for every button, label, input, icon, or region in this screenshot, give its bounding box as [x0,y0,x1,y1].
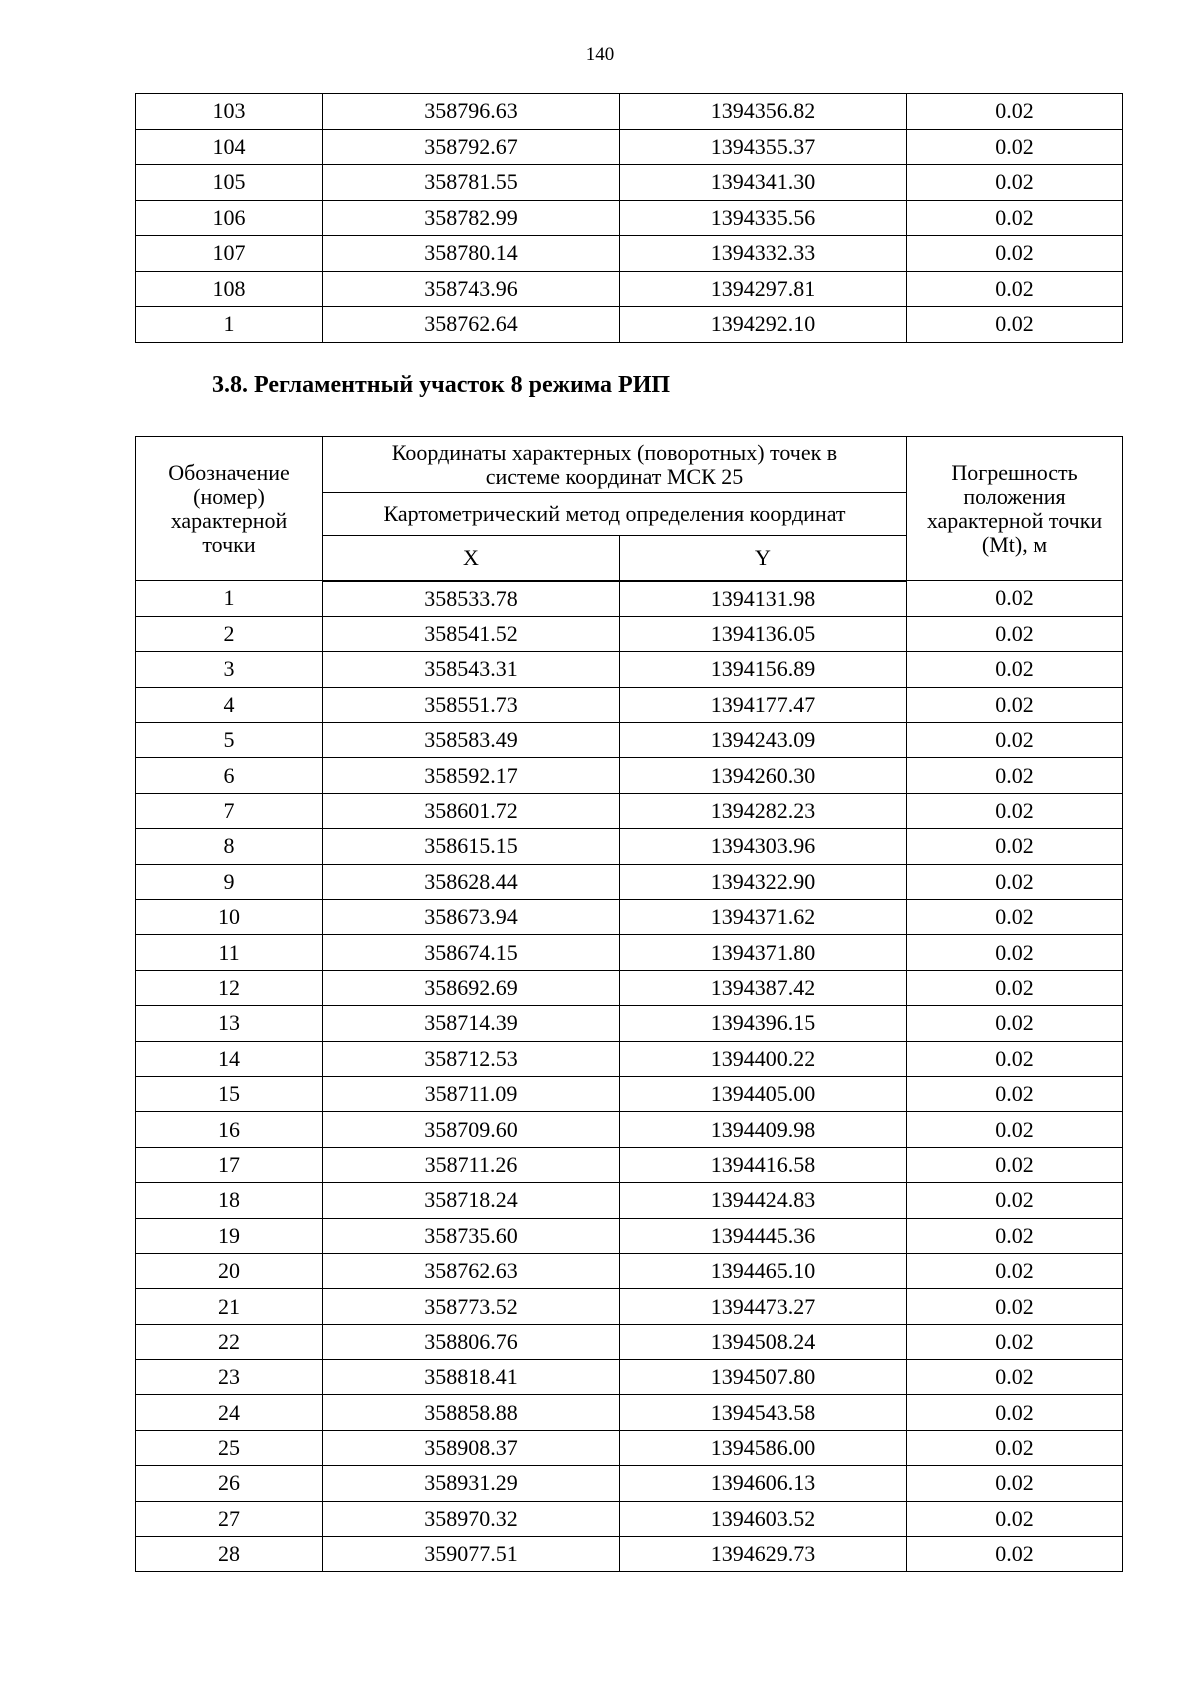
cell-error: 0.02 [907,1395,1123,1430]
cell-x: 358692.69 [323,970,620,1005]
cell-y: 1394508.24 [620,1324,907,1359]
cell-y: 1394387.42 [620,970,907,1005]
cell-y: 1394356.82 [620,94,907,130]
cell-y: 1394335.56 [620,200,907,236]
page-number: 140 [585,44,615,65]
cell-x: 358543.31 [323,652,620,687]
table-row [136,1147,1123,1182]
cell-x: 358709.60 [323,1112,620,1147]
table-row [136,1112,1123,1147]
table-row [136,1466,1123,1501]
cell-error: 0.02 [907,970,1123,1005]
header-point-designation: Обозначение (номер) характерной точки [136,437,323,581]
coordinates-table-header [136,437,1123,581]
cell-error: 0.02 [907,1537,1123,1572]
cell-y: 1394303.96 [620,829,907,864]
cell-point-number: 21 [136,1289,323,1324]
cell-error: 0.02 [907,900,1123,935]
cell-point-number: 18 [136,1183,323,1218]
cell-x: 358551.73 [323,687,620,722]
cell-y: 1394400.22 [620,1041,907,1076]
cell-y: 1394322.90 [620,864,907,899]
cell-error: 0.02 [907,935,1123,970]
coordinates-table [135,436,1123,1572]
table-row [136,200,1123,236]
cell-error: 0.02 [907,616,1123,651]
cell-x: 358718.24 [323,1183,620,1218]
cell-x: 358674.15 [323,935,620,970]
cell-error: 0.02 [907,1253,1123,1288]
cell-y: 1394445.36 [620,1218,907,1253]
cell-error: 0.02 [907,758,1123,793]
cell-x: 358931.29 [323,1466,620,1501]
cell-x: 358970.32 [323,1501,620,1536]
table-row [136,129,1123,165]
cell-x: 358714.39 [323,1006,620,1041]
header-coordinates-group: Координаты характерных (поворотных) точек в системе координат МСК 25 [323,437,907,493]
cell-x: 358673.94 [323,900,620,935]
cell-y: 1394260.30 [620,758,907,793]
cell-x: 358541.52 [323,616,620,651]
cell-y: 1394355.37 [620,129,907,165]
cell-point-number: 14 [136,1041,323,1076]
cell-error: 0.02 [907,307,1123,343]
cell-error: 0.02 [907,1501,1123,1536]
cell-y: 1394629.73 [620,1537,907,1572]
cell-point-number: 9 [136,864,323,899]
cell-x: 358762.63 [323,1253,620,1288]
cell-x: 358735.60 [323,1218,620,1253]
cell-point-number: 3 [136,652,323,687]
cell-error: 0.02 [907,687,1123,722]
table-row [136,900,1123,935]
cell-point-number: 20 [136,1253,323,1288]
table-row [136,1430,1123,1465]
coordinates-table-body [136,581,1123,1572]
table-row [136,758,1123,793]
cell-x: 358711.26 [323,1147,620,1182]
cell-error: 0.02 [907,1430,1123,1465]
table-row [136,1006,1123,1041]
cell-x: 358773.52 [323,1289,620,1324]
table-row [136,94,1123,130]
table-row [136,1076,1123,1111]
cell-point-number: 23 [136,1360,323,1395]
cell-x: 358711.09 [323,1076,620,1111]
cell-x: 358806.76 [323,1324,620,1359]
cell-error: 0.02 [907,236,1123,272]
section-heading: 3.8. Регламентный участок 8 режима РИП [212,372,671,398]
cell-y: 1394136.05 [620,616,907,651]
cell-point-number: 1 [136,581,323,617]
cell-y: 1394131.98 [620,581,907,617]
coordinates-table-continued-body [136,94,1123,343]
cell-y: 1394424.83 [620,1183,907,1218]
table-row [136,1360,1123,1395]
cell-error: 0.02 [907,829,1123,864]
cell-y: 1394416.58 [620,1147,907,1182]
header-method: Картометрический метод определения координат [323,493,907,536]
cell-point-number: 104 [136,129,323,165]
cell-point-number: 16 [136,1112,323,1147]
cell-y: 1394543.58 [620,1395,907,1430]
cell-point-number: 15 [136,1076,323,1111]
cell-y: 1394371.62 [620,900,907,935]
cell-point-number: 26 [136,1466,323,1501]
cell-point-number: 27 [136,1501,323,1536]
cell-error: 0.02 [907,723,1123,758]
cell-error: 0.02 [907,94,1123,130]
cell-point-number: 5 [136,723,323,758]
cell-y: 1394371.80 [620,935,907,970]
table-row [136,1395,1123,1430]
cell-x: 359077.51 [323,1537,620,1572]
table-row [136,1253,1123,1288]
cell-y: 1394243.09 [620,723,907,758]
header-position-error: Погрешность положения характерной точки (Mt), м [907,437,1123,581]
cell-error: 0.02 [907,652,1123,687]
cell-y: 1394405.00 [620,1076,907,1111]
cell-x: 358818.41 [323,1360,620,1395]
cell-x: 358781.55 [323,165,620,201]
cell-point-number: 2 [136,616,323,651]
cell-point-number: 11 [136,935,323,970]
cell-point-number: 107 [136,236,323,272]
cell-y: 1394156.89 [620,652,907,687]
cell-point-number: 13 [136,1006,323,1041]
table-row [136,236,1123,272]
cell-y: 1394297.81 [620,271,907,307]
header-y: Y [620,536,907,581]
cell-y: 1394282.23 [620,793,907,828]
cell-point-number: 103 [136,94,323,130]
cell-x: 358615.15 [323,829,620,864]
coordinates-table-continued [135,93,1123,343]
table-row [136,723,1123,758]
cell-error: 0.02 [907,1147,1123,1182]
table-row [136,829,1123,864]
cell-error: 0.02 [907,1289,1123,1324]
cell-x: 358743.96 [323,271,620,307]
cell-error: 0.02 [907,1076,1123,1111]
table-row [136,581,1123,617]
cell-x: 358628.44 [323,864,620,899]
cell-y: 1394409.98 [620,1112,907,1147]
cell-error: 0.02 [907,165,1123,201]
table-row [136,793,1123,828]
cell-point-number: 1 [136,307,323,343]
cell-error: 0.02 [907,1006,1123,1041]
cell-y: 1394473.27 [620,1289,907,1324]
cell-x: 358858.88 [323,1395,620,1430]
cell-point-number: 108 [136,271,323,307]
cell-x: 358533.78 [323,581,620,617]
cell-point-number: 24 [136,1395,323,1430]
cell-point-number: 4 [136,687,323,722]
cell-x: 358592.17 [323,758,620,793]
cell-error: 0.02 [907,1218,1123,1253]
table-row [136,970,1123,1005]
cell-error: 0.02 [907,864,1123,899]
cell-error: 0.02 [907,200,1123,236]
cell-y: 1394177.47 [620,687,907,722]
cell-error: 0.02 [907,581,1123,617]
cell-point-number: 105 [136,165,323,201]
table-row [136,616,1123,651]
cell-error: 0.02 [907,1466,1123,1501]
table-row [136,1218,1123,1253]
table-row [136,687,1123,722]
cell-error: 0.02 [907,1041,1123,1076]
cell-x: 358762.64 [323,307,620,343]
cell-point-number: 10 [136,900,323,935]
cell-point-number: 22 [136,1324,323,1359]
cell-error: 0.02 [907,1183,1123,1218]
cell-error: 0.02 [907,793,1123,828]
cell-x: 358712.53 [323,1041,620,1076]
table-row [136,271,1123,307]
cell-y: 1394292.10 [620,307,907,343]
cell-y: 1394603.52 [620,1501,907,1536]
table-row [136,1501,1123,1536]
cell-y: 1394332.33 [620,236,907,272]
table-row [136,1537,1123,1572]
table-row [136,864,1123,899]
cell-x: 358792.67 [323,129,620,165]
cell-error: 0.02 [907,129,1123,165]
cell-error: 0.02 [907,1112,1123,1147]
table-row [136,165,1123,201]
table-row [136,652,1123,687]
cell-y: 1394586.00 [620,1430,907,1465]
cell-point-number: 28 [136,1537,323,1572]
cell-error: 0.02 [907,271,1123,307]
cell-x: 358796.63 [323,94,620,130]
cell-point-number: 8 [136,829,323,864]
table-row [136,1324,1123,1359]
table-row [136,1041,1123,1076]
cell-y: 1394606.13 [620,1466,907,1501]
cell-point-number: 7 [136,793,323,828]
cell-point-number: 25 [136,1430,323,1465]
cell-y: 1394507.80 [620,1360,907,1395]
table-row [136,1183,1123,1218]
cell-x: 358782.99 [323,200,620,236]
cell-x: 358780.14 [323,236,620,272]
cell-point-number: 6 [136,758,323,793]
cell-x: 358908.37 [323,1430,620,1465]
cell-y: 1394396.15 [620,1006,907,1041]
cell-x: 358583.49 [323,723,620,758]
cell-point-number: 106 [136,200,323,236]
header-x: X [323,536,620,581]
cell-x: 358601.72 [323,793,620,828]
table-row [136,307,1123,343]
table-row [136,935,1123,970]
cell-error: 0.02 [907,1324,1123,1359]
table-row [136,1289,1123,1324]
cell-y: 1394341.30 [620,165,907,201]
cell-point-number: 12 [136,970,323,1005]
cell-error: 0.02 [907,1360,1123,1395]
cell-point-number: 17 [136,1147,323,1182]
cell-y: 1394465.10 [620,1253,907,1288]
cell-point-number: 19 [136,1218,323,1253]
